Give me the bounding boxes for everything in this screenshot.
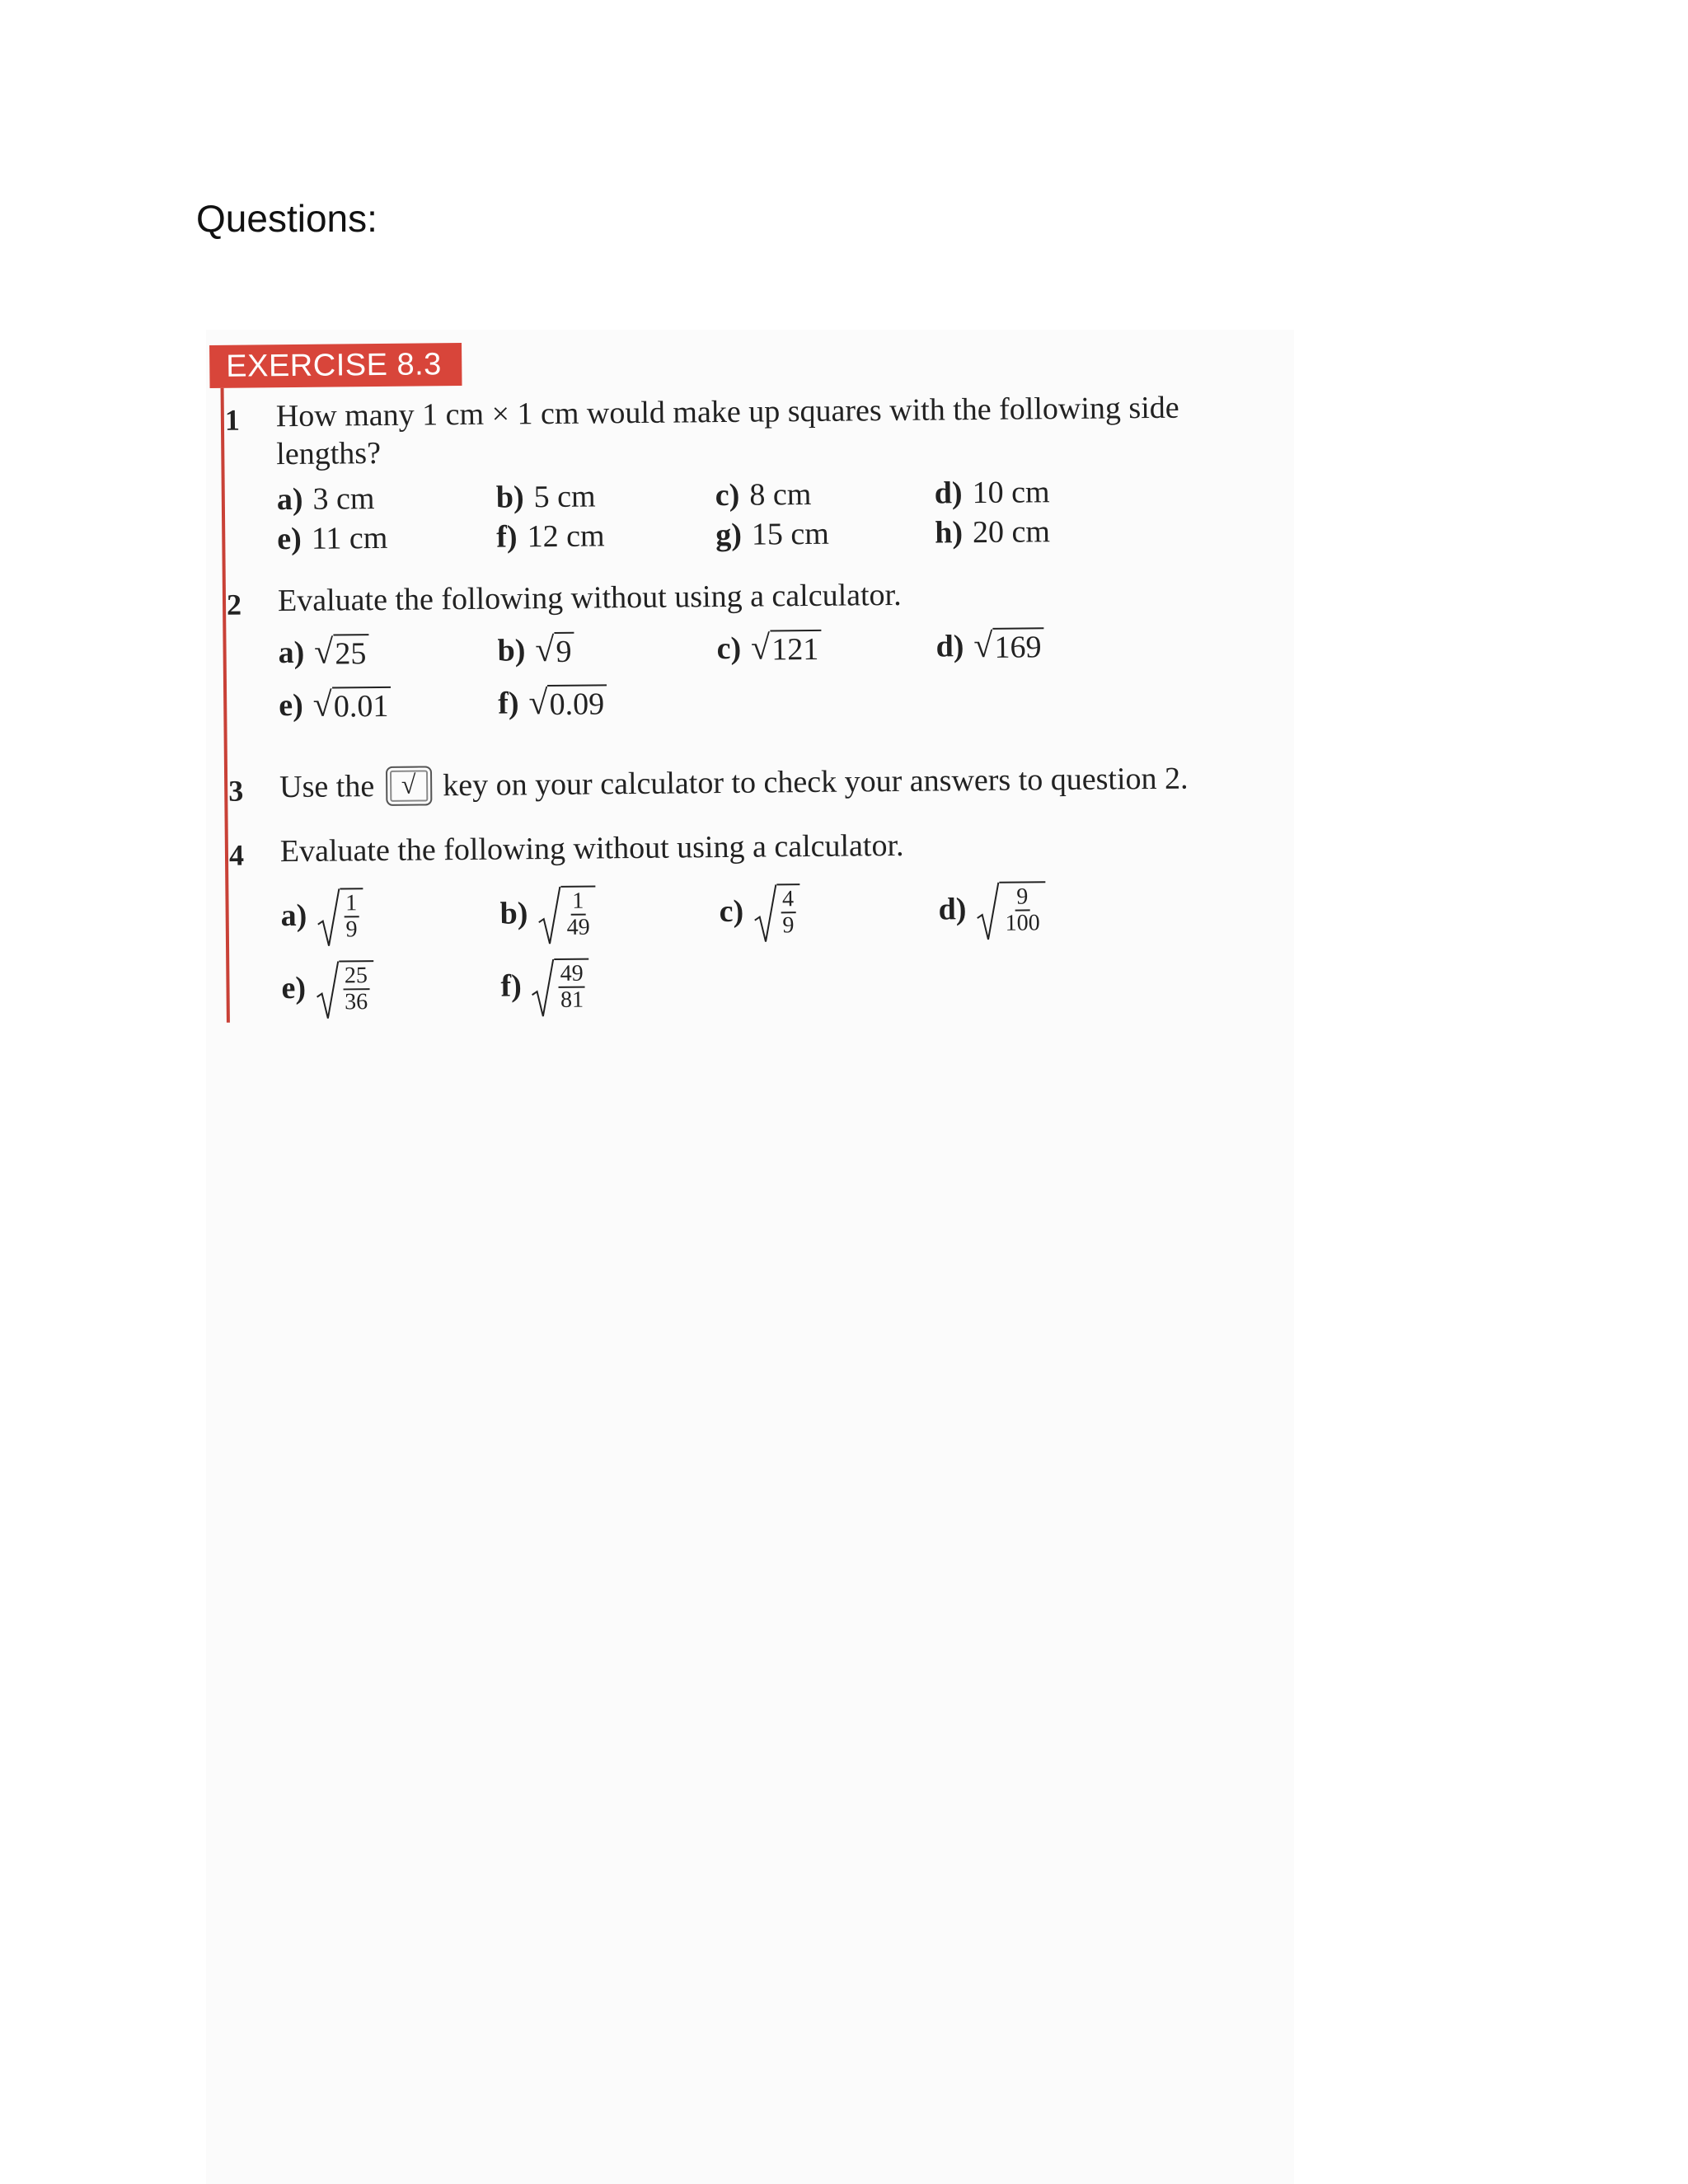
part-value: 3 cm xyxy=(312,481,375,517)
square-root xyxy=(751,628,822,668)
question-3-number: 3 xyxy=(228,774,244,808)
part-label: a) xyxy=(280,898,307,933)
q1-part-h xyxy=(935,512,1050,552)
part-label: b) xyxy=(497,633,526,668)
q4-part-c xyxy=(719,883,799,944)
square-root xyxy=(973,626,1044,666)
question-1-number: 1 xyxy=(224,403,241,437)
question-2-number: 2 xyxy=(226,588,242,621)
denominator: 9 xyxy=(345,916,358,943)
q4-part-a xyxy=(280,888,363,948)
fraction-square-root xyxy=(976,881,1046,941)
radical-sign: √ xyxy=(535,630,555,670)
square-root-key-icon: √ xyxy=(385,766,431,807)
radicand: 9 xyxy=(554,632,574,670)
q2-part-b xyxy=(497,630,574,671)
part-label: f) xyxy=(496,519,518,555)
radicand: 25 xyxy=(333,634,368,672)
part-label: f) xyxy=(498,686,519,721)
denominator: 100 xyxy=(1005,910,1040,936)
fraction xyxy=(560,885,596,944)
part-value: 5 cm xyxy=(533,479,596,515)
fraction-square-root xyxy=(316,888,363,948)
numerator: 1 xyxy=(344,891,359,917)
q2-part-f xyxy=(498,682,607,723)
denominator: 36 xyxy=(345,989,368,1015)
part-label: f) xyxy=(500,968,523,1004)
q4-part-b xyxy=(499,885,595,945)
radical-sign-icon xyxy=(532,958,556,1018)
page-heading: Questions: xyxy=(196,197,377,240)
numerator: 1 xyxy=(570,889,585,916)
numerator: 25 xyxy=(343,963,369,990)
denominator: 9 xyxy=(782,912,795,939)
q1-part-e xyxy=(277,518,388,559)
square-root xyxy=(314,632,369,673)
q1-part-c xyxy=(715,475,812,515)
q2-part-a xyxy=(278,632,368,673)
radical-sign: √ xyxy=(312,686,333,724)
radical-sign: √ xyxy=(973,626,993,666)
radical-sign-icon xyxy=(976,882,1000,941)
exercise-8-3 xyxy=(206,331,1301,1018)
q4-part-e xyxy=(281,960,373,1020)
numerator: 9 xyxy=(1015,884,1029,911)
part-label: b) xyxy=(499,896,528,931)
radical-sign-icon xyxy=(753,883,777,943)
fraction-square-root xyxy=(532,958,590,1019)
q1-part-g xyxy=(715,514,829,555)
part-label: a) xyxy=(276,481,303,518)
part-label: c) xyxy=(719,893,744,929)
exercise-side-bar xyxy=(221,388,230,1023)
fraction-square-root xyxy=(316,960,374,1020)
part-value: 8 cm xyxy=(749,476,812,513)
part-label: d) xyxy=(934,476,963,511)
square-root xyxy=(535,630,574,670)
question-1-text: How many 1 cm × 1 cm would make up squares with the following side lengths? xyxy=(275,390,1179,472)
question-4-number: 4 xyxy=(228,838,245,872)
part-value: 12 cm xyxy=(527,518,605,555)
square-root xyxy=(313,685,392,725)
q2-part-c xyxy=(716,628,821,668)
part-label: d) xyxy=(938,891,967,927)
radicand: 0.09 xyxy=(547,684,607,723)
q2-part-e xyxy=(279,685,392,725)
fraction xyxy=(555,958,590,1018)
part-label: e) xyxy=(281,970,307,1005)
denominator: 81 xyxy=(560,987,584,1013)
part-value: 10 cm xyxy=(972,475,1050,511)
part-label: h) xyxy=(935,515,964,551)
denominator: 49 xyxy=(566,914,590,940)
question-2-text: Evaluate the following without using a calculator. xyxy=(277,577,902,619)
radical-sign-icon xyxy=(316,888,340,947)
fraction xyxy=(340,888,363,947)
radical-sign: √ xyxy=(314,633,334,672)
part-label: c) xyxy=(715,477,740,513)
part-value: 20 cm xyxy=(972,514,1051,551)
q4-part-f xyxy=(500,958,589,1019)
numerator: 49 xyxy=(559,962,585,988)
fraction xyxy=(339,960,374,1019)
part-value: 11 cm xyxy=(311,520,388,556)
question-4-text: Evaluate the following without using a calculator. xyxy=(279,827,904,869)
part-label: e) xyxy=(279,687,303,724)
fraction-square-root xyxy=(537,885,596,945)
fraction xyxy=(999,881,1046,941)
part-label: c) xyxy=(716,630,742,667)
q1-part-a xyxy=(277,479,375,519)
radicand: 0.01 xyxy=(332,687,392,725)
part-label: d) xyxy=(935,629,964,664)
part-label: g) xyxy=(715,517,743,553)
numerator: 4 xyxy=(781,887,795,913)
square-root xyxy=(528,682,607,723)
radical-sign-icon xyxy=(316,960,340,1019)
fraction-square-root xyxy=(753,883,800,944)
part-label: b) xyxy=(495,480,524,515)
fraction xyxy=(776,883,800,943)
radicand: 121 xyxy=(770,630,821,668)
part-value: 15 cm xyxy=(751,516,830,552)
q4-part-d xyxy=(938,881,1045,941)
radical-sign: √ xyxy=(528,684,548,723)
q2-part-d xyxy=(935,626,1043,666)
q1-part-f xyxy=(496,516,605,556)
part-label: a) xyxy=(278,635,305,671)
radicand: 169 xyxy=(992,627,1043,666)
question-3-text xyxy=(279,758,1285,809)
radical-sign-icon xyxy=(537,886,561,945)
radical-sign: √ xyxy=(750,629,771,668)
exercise-title-badge: EXERCISE 8.3 xyxy=(209,343,462,388)
q3-text-after: key on your calculator to check your answers to question 2. xyxy=(443,761,1189,804)
part-label: e) xyxy=(277,521,302,557)
q3-text-before: Use the xyxy=(279,769,375,805)
q1-part-b xyxy=(496,476,596,517)
q1-part-d xyxy=(935,472,1050,513)
